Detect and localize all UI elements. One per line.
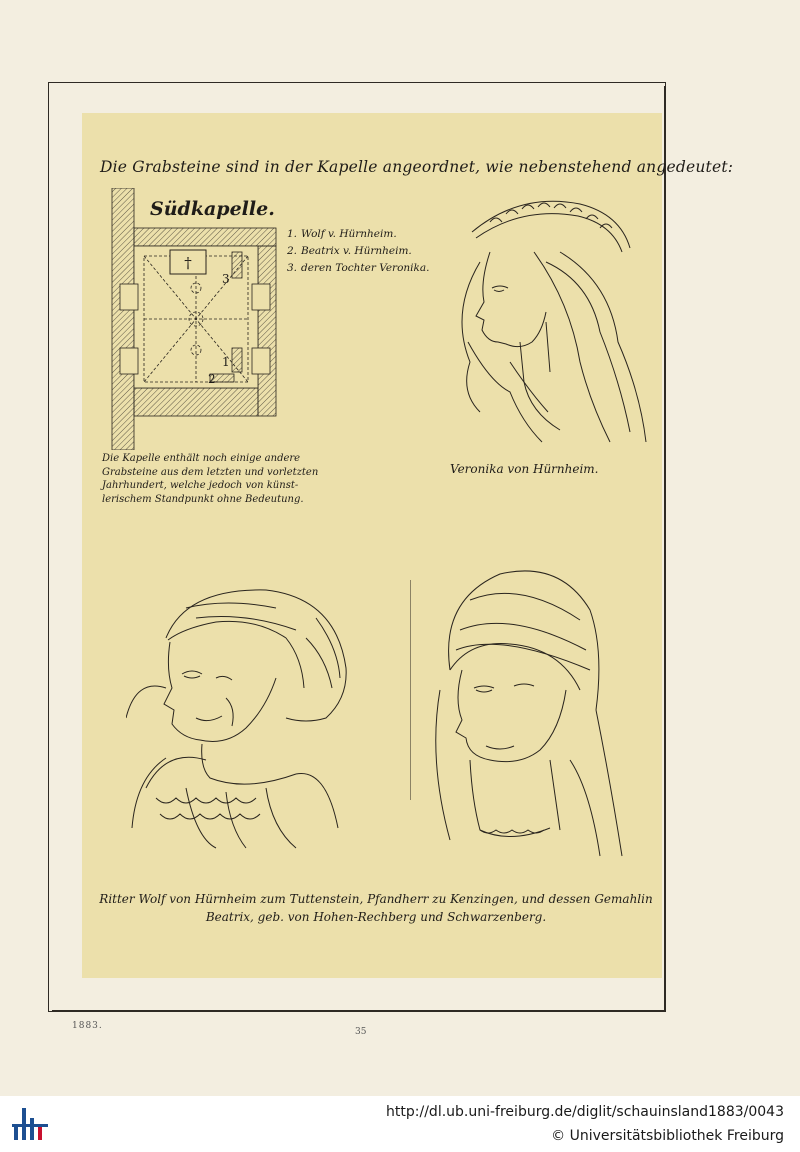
viewer-footer (0, 1096, 800, 1152)
plate-caption: Ritter Wolf von Hürnheim zum Tuttenstein, Pfandherr zu Kenzingen, und dessen Gemahlin Beatrix, geb. von Hohen-Rechberg und Schwarzenberg. (99, 892, 653, 924)
legend-item: 3. deren Tochter Veronika. (287, 262, 430, 274)
permalink-url[interactable]: http://dl.ub.uni-freiburg.de/diglit/schauinsland1883/0043 (386, 1104, 784, 1120)
cross-mark: † (184, 254, 192, 272)
beatrix-portrait-illustration (410, 560, 626, 858)
veronika-caption: Veronika von Hürnheim. (450, 462, 599, 476)
legend-item: 2. Beatrix v. Hürnheim. (287, 245, 412, 257)
plan-number-1: 1 (222, 355, 230, 369)
copyright-notice: © Universitätsbibliothek Freiburg (551, 1128, 784, 1144)
plate-heading: Die Grabsteine sind in der Kapelle angeordnet, wie nebenstehend angedeutet: (100, 158, 734, 176)
plan-title: Südkapelle. (150, 198, 275, 220)
plan-number-2: 2 (208, 372, 216, 386)
ub-freiburg-logo-icon[interactable] (10, 1104, 50, 1144)
page-year: 1883. (72, 1021, 103, 1031)
page-number: 35 (355, 1027, 367, 1037)
tomb-legend (287, 226, 429, 277)
chapel-note: Die Kapelle enthält noch einige andere Grabsteine aus dem letzten und vorletzten Jahrhundert, welche jedoch von künst- lerischem Standpunkt ohne Bedeutung. (102, 453, 319, 505)
wolf-portrait-illustration (126, 578, 354, 850)
plan-number-3: 3 (222, 272, 230, 286)
legend-item: 1. Wolf v. Hürnheim. (287, 228, 397, 240)
veronika-portrait-illustration (450, 192, 650, 454)
chapel-floor-plan (110, 188, 278, 450)
